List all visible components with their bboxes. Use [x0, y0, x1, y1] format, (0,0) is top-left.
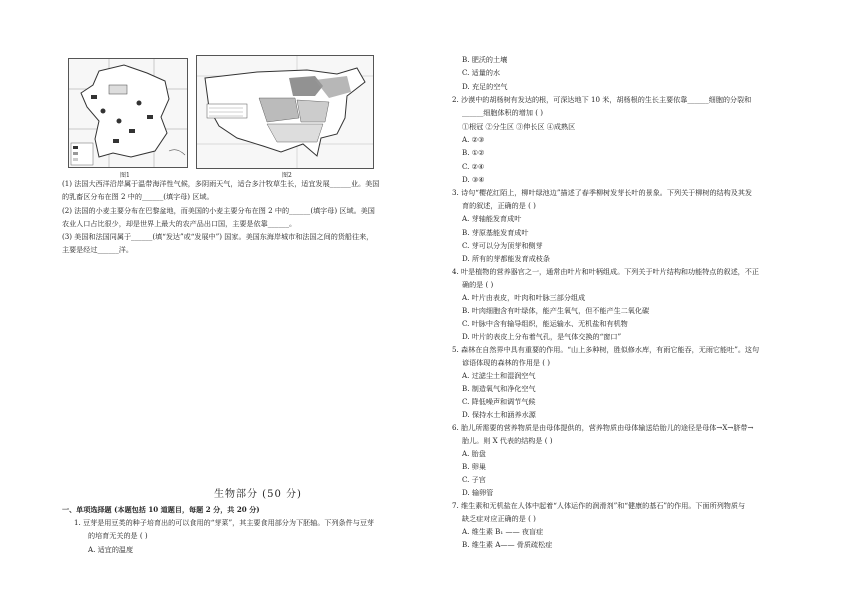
geo-line-2: 的乳畜区分布在图 2 中的______(填字母) 区域。	[62, 192, 214, 201]
r-line-34: 7. 维生素和无机盐在人体中起着“人体运作的润滑剂”和“健康的基石”的作用。下面所列物质与	[452, 501, 746, 510]
r-line-33: D. 输卵管	[462, 488, 494, 497]
q1-line-2: 的培育无关的是 ( )	[88, 531, 148, 540]
r-line-20: C. 叶脉中含有输导组织，能运输水、无机盐和有机物	[462, 319, 628, 328]
r-line-10: 3. 诗句“樱花红陌上，柳叶绿池边”描述了春季柳树发芽长叶的景象。下列关于柳树的结构及其发	[452, 188, 753, 197]
r-line-3: 2. 沙漠中的胡杨树有发达的根，可深达地下 10 米，胡杨根的生长主要依靠______细胞的分裂和	[452, 95, 752, 104]
q1-option-a: A. 适宜的温度	[88, 545, 134, 554]
r-line-37: B. 维生素 A—— 骨质疏松症	[462, 540, 553, 549]
r-line-28: 6. 胎儿所需要的营养物质是由母体提供的，营养物质由母体输送给胎儿的途径是母体→X→脐带→	[452, 423, 754, 432]
r-line-24: A. 过滤尘土和湿润空气	[462, 371, 536, 380]
r-line-15: D. 所有的芽都能发育成枝条	[462, 254, 550, 263]
r-line-14: C. 芽可以分为顶芽和侧芽	[462, 241, 543, 250]
r-line-2: D. 充足的空气	[462, 82, 508, 91]
q1-line-1: 1. 豆芽是用豆类的种子培育出的可以食用的“芽菜”，其主要食用部分为下胚轴。下列条件与豆芽	[74, 518, 375, 527]
r-line-32: C. 子宫	[462, 475, 486, 484]
geo-line-5: (3) 美国和法国同属于______(填“发达”或“发展中”) 国家。美国东海岸城市和法国之间的货船往来，	[62, 232, 374, 241]
r-line-8: C. ②④	[462, 162, 485, 171]
figure1-map	[68, 58, 188, 168]
r-line-25: B. 制造氧气和净化空气	[462, 384, 536, 393]
r-line-30: A. 胎盘	[462, 449, 486, 458]
r-line-19: B. 叶肉细胞含有叶绿体，能产生氧气，但不能产生二氧化碳	[462, 306, 650, 315]
r-line-1: C. 适量的水	[462, 68, 501, 77]
r-line-31: B. 卵巢	[462, 462, 486, 471]
r-line-5: ①根冠 ②分生区 ③伸长区 ④成熟区	[462, 122, 576, 131]
section-heading: 一、单项选择题 (本题包括 10 道题目，每题 2 分，共 20 分)	[62, 505, 260, 514]
r-line-26: C. 降低噪声和调节气候	[462, 397, 536, 406]
r-line-9: D. ③④	[462, 175, 485, 184]
geo-line-3: (2) 法国的小麦主要分布在巴黎盆地，而美国的小麦主要分布在图 2 中的______(填字母) 区域。美国	[62, 206, 375, 215]
r-line-29: 胎儿。则 X 代表的结构是 ( )	[462, 436, 553, 445]
r-line-6: A. ②③	[462, 135, 485, 144]
r-line-11: 育的叙述，正确的是 ( )	[462, 201, 536, 210]
r-line-36: A. 维生素 B₁ —— 夜盲症	[462, 527, 544, 536]
r-line-13: B. 芽原基能发育成叶	[462, 228, 529, 237]
geo-line-4: 农业人口占比很少，却是世界上最大的农产品出口国，主要是依靠______。	[62, 219, 297, 228]
r-line-16: 4. 叶是植物的营养器官之一，通常由叶片和叶柄组成。下列关于叶片结构和功能特点的叙述，不正	[452, 267, 759, 276]
r-line-0: B. 肥沃的土壤	[462, 55, 508, 64]
r-line-7: B. ①②	[462, 148, 485, 157]
r-line-4: ______细胞体积的增加 ( )	[462, 108, 543, 117]
r-line-22: 5. 森林在自然界中具有重要的作用。“山上多种树，胜似修水库，有雨它能吞，无雨它能吐”。这句	[452, 345, 760, 354]
r-line-27: D. 保持水土和涵养水源	[462, 410, 536, 419]
r-line-23: 谚语体现的森林的作用是 ( )	[462, 358, 551, 367]
r-line-12: A. 芽轴能发育成叶	[462, 214, 522, 223]
biology-title: 生物部分 (50 分)	[214, 489, 302, 500]
r-line-18: A. 叶片由表皮，叶肉和叶脉三部分组成	[462, 293, 586, 302]
r-line-21: D. 叶片的表皮上分布着气孔，是气体交换的“窗口”	[462, 332, 622, 341]
geo-line-6: 主要是经过______洋。	[62, 245, 133, 254]
figure2-caption: 图2	[282, 172, 292, 179]
geo-line-1: (1) 法国大西洋沿岸属于温带海洋性气候，多阴雨天气，适合多汁牧草生长，适宜发展______业。美国	[62, 179, 380, 188]
r-line-17: 确的是 ( )	[462, 280, 494, 289]
figure1-caption: 图1	[120, 172, 130, 179]
r-line-35: 缺乏症对应正确的是 ( )	[462, 514, 536, 523]
figure2-map	[196, 55, 374, 169]
